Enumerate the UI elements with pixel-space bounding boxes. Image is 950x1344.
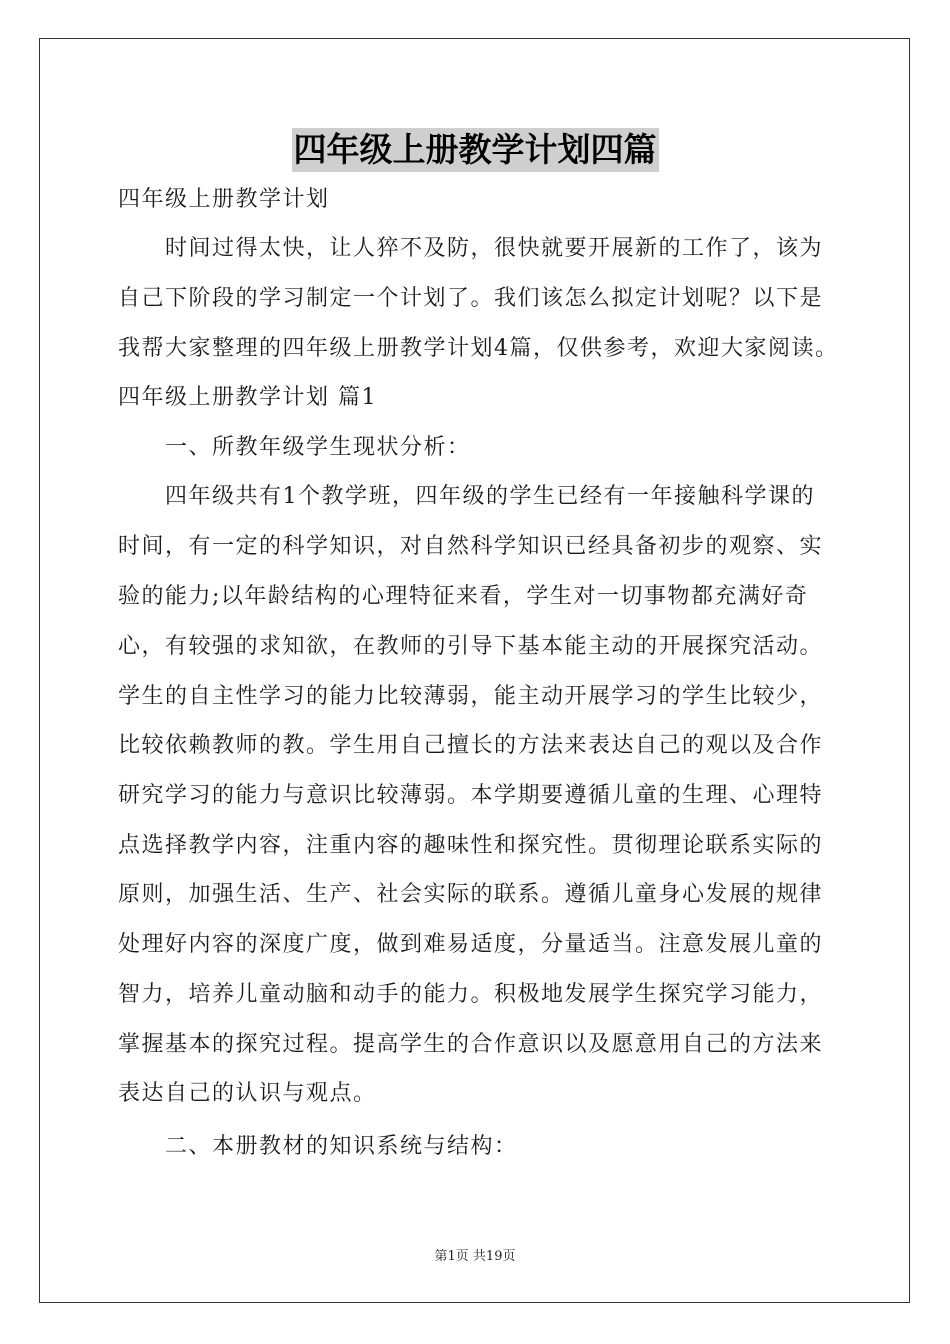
section-heading: 四年级上册教学计划 篇1 bbox=[118, 385, 377, 410]
paragraph-line: 点选择教学内容，注重内容的趣味性和探究性。贯彻理论联系实际的 bbox=[118, 833, 824, 858]
subsection-heading: 二、本册教材的知识系统与结构： bbox=[165, 1134, 518, 1159]
paragraph-line: 学生的自主性学习的能力比较薄弱，能主动开展学习的学生比较少， bbox=[118, 684, 824, 709]
page-border bbox=[39, 38, 910, 1303]
paragraph-line: 掌握基本的探究过程。提高学生的合作意识以及愿意用自己的方法来 bbox=[118, 1032, 824, 1057]
paragraph-line: 处理好内容的深度广度，做到难易适度，分量适当。注意发展儿童的 bbox=[118, 932, 824, 957]
paragraph-line: 时间，有一定的科学知识，对自然科学知识已经具备初步的观察、实 bbox=[118, 534, 824, 559]
section-heading: 四年级上册教学计划 bbox=[118, 187, 330, 212]
paragraph-line: 原则，加强生活、生产、社会实际的联系。遵循儿童身心发展的规律 bbox=[118, 882, 824, 907]
paragraph-line: 表达自己的认识与观点。 bbox=[118, 1081, 377, 1106]
document-title: 四年级上册教学计划四篇 bbox=[292, 128, 659, 172]
paragraph-line: 四年级共有1个教学班，四年级的学生已经有一年接触科学课的 bbox=[165, 484, 815, 509]
paragraph-line: 智力，培养儿童动脑和动手的能力。积极地发展学生探究学习能力， bbox=[118, 982, 824, 1007]
page-footer: 第1页 共19页 bbox=[434, 1249, 516, 1264]
paragraph-line: 时间过得太快，让人猝不及防，很快就要开展新的工作了，该为 bbox=[165, 236, 824, 261]
title-container bbox=[0, 128, 950, 172]
paragraph-line: 我帮大家整理的四年级上册教学计划4篇，仅供参考，欢迎大家阅读。 bbox=[118, 336, 839, 361]
paragraph-line: 比较依赖教师的教。学生用自己擅长的方法来表达自己的观以及合作 bbox=[118, 733, 824, 758]
paragraph-line: 研究学习的能力与意识比较薄弱。本学期要遵循儿童的生理、心理特 bbox=[118, 783, 824, 808]
paragraph-line: 自己下阶段的学习制定一个计划了。我们该怎么拟定计划呢？以下是 bbox=[118, 286, 824, 311]
paragraph-line: 验的能力;以年龄结构的心理特征来看，学生对一切事物都充满好奇 bbox=[118, 584, 809, 609]
paragraph-line: 心，有较强的求知欲，在教师的引导下基本能主动的开展探究活动。 bbox=[118, 634, 824, 659]
subsection-heading: 一、所教年级学生现状分析： bbox=[165, 435, 471, 460]
